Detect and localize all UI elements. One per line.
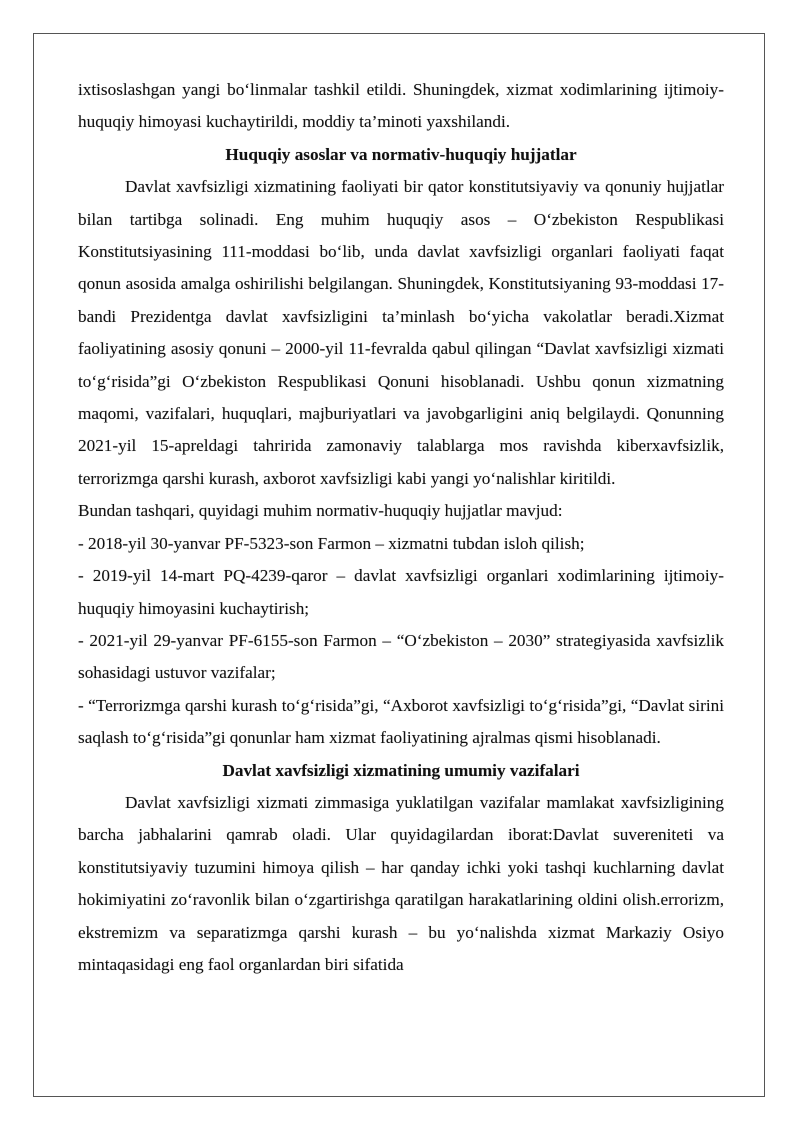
paragraph-intro: ixtisoslashgan yangi bo‘linmalar tashkil etildi. Shuningdek, xizmat xodimlarining ijtimoiy-huquqiy himoyasi kuchaytirildi, moddiy ta’minoti yaxshilandi. [78, 80, 724, 132]
paragraph-general-tasks: Davlat xavfsizligi xizmati zimmasiga yuklatilgan vazifalar mamlakat xavfsizligining barcha jabhalarini qamrab oladi. Ular quyidagilardan iborat:Davlat suvereniteti va konstitutsiyaviy tuzumini himoya qilish – har qanday ichki yoki tashqi kuchlarning davlat hokimiyatini zo‘ravonlik bilan o‘zgartirishga qaratilgan harakatlarining oldini olish.errorizm, ekstremizm va separatizmga qarshi kurash – bu yo‘nalishda xizmat Markaziy Osiyo mintaqasidagi eng faol organlardan biri sifatida [78, 792, 724, 974]
document-body [78, 74, 724, 981]
section-heading-general-tasks: Davlat xavfsizligi xizmatining umumiy vazifalari [222, 760, 580, 780]
list-item-decree-2021: - 2021-yil 29-yanvar PF-6155-son Farmon – “O‘zbekiston – 2030” strategiyasida xavfsizlik sohasidagi ustuvor vazifalar; [78, 630, 724, 683]
paragraph-list-intro: Bundan tashqari, quyidagi muhim normativ-huquqiy hujjatlar mavjud: [78, 501, 563, 521]
list-item-decree-2018: - 2018-yil 30-yanvar PF-5323-son Farmon – xizmatni tubdan isloh qilish; [78, 533, 585, 553]
list-item-laws: - “Terrorizmga qarshi kurash to‘g‘risida”gi, “Axborot xavfsizligi to‘g‘risida”gi, “Davlat sirini saqlash to‘g‘risida”gi qonunlar ham xizmat faoliyatining ajralmas qismi hisoblanadi. [78, 695, 724, 748]
section-heading-legal-basis: Huquqiy asoslar va normativ-huquqiy hujjatlar [225, 144, 577, 164]
list-item-resolution-2019: - 2019-yil 14-mart PQ-4239-qaror – davlat xavfsizligi organlari xodimlarining ijtimoiy-huquqiy himoyasini kuchaytirish; [78, 566, 724, 618]
paragraph-legal-basis: Davlat xavfsizligi xizmatining faoliyati bir qator konstitutsiyaviy va qonuniy hujjatlar bilan tartibga solinadi. Eng muhim huquqiy asos – O‘zbekiston Respublikasi Konstitutsiyasining 111-moddasi bo‘lib, unda davlat xavfsizligi organlari faoliyati faqat qonun asosida amalga oshirilishi belgilangan. Shuningdek, Konstitutsiyaning 93-moddasi 17-bandi Prezidentga davlat xavfsizligini ta’minlash bo‘yicha vakolatlar beradi.Xizmat faoliyatining asosiy qonuni – 2000-yil 11-fevralda qabul qilingan “Davlat xavfsizligi xizmati to‘g‘risida”gi O‘zbekiston Respublikasi Qonuni hisoblanadi. Ushbu qonun xizmatning maqomi, vazifalari, huquqlari, majburiyatlari va javobgarligini aniq belgilaydi. Qonunning 2021-yil 15-apreldagi tahririda zamonaviy talablarga mos ravishda kiberxavfsizlik, terrorizmga qarshi kurash, axborot xavfsizligi kabi yangi yo‘nalishlar kiritildi. [78, 177, 724, 488]
